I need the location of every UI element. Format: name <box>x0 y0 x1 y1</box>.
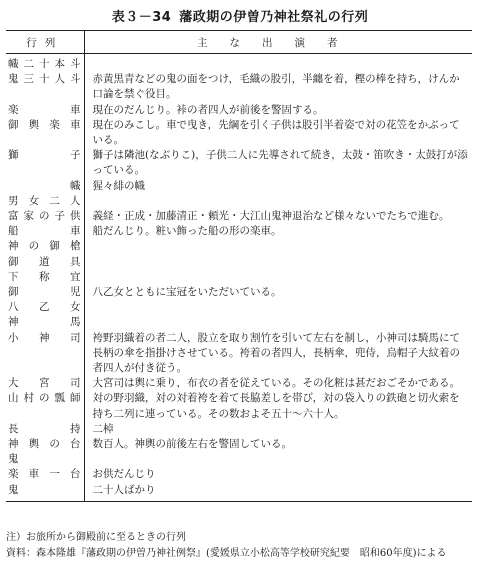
performer-description <box>84 300 472 315</box>
performer-description: 大宮司は輿に乗り，布衣の者を従えている。その化粧は甚だおごそかである。 <box>92 377 460 390</box>
performer-description <box>84 315 472 330</box>
performer-description <box>84 54 472 73</box>
performer-description: 数百人。神輿の前後左右を警固している。 <box>92 438 292 451</box>
procession-item: 富家の子供 <box>6 209 84 224</box>
procession-item: 幟二十本斗 <box>6 54 84 73</box>
table-row <box>6 148 472 178</box>
table-row <box>6 118 472 148</box>
procession-item: 船 車 <box>6 224 84 239</box>
performer-description: 二棹 <box>92 422 114 435</box>
page-title <box>0 6 480 25</box>
procession-item: 八 乙 女 <box>6 300 84 315</box>
procession-item: 山村の瓢師 <box>6 391 84 421</box>
table-row <box>6 194 472 209</box>
notes <box>6 530 476 562</box>
procession-item: 御 児 <box>6 285 84 300</box>
procession-item: 鬼三十人斗 <box>6 72 84 102</box>
table-row <box>6 72 472 102</box>
table-number: 表３－34 <box>111 10 172 25</box>
performer-description <box>84 270 472 285</box>
table-row <box>6 391 472 421</box>
performer-description: 八乙女とともに宝冠をいただいている。 <box>92 286 282 299</box>
procession-item: 男女二人 <box>6 194 84 209</box>
performer-description <box>84 194 472 209</box>
table-row <box>6 209 472 224</box>
performer-description <box>84 255 472 270</box>
performer-description <box>84 239 472 254</box>
procession-item: 神の御槍 <box>6 239 84 254</box>
source-note: 資料：森本隆雄『藩政期の伊曽乃神社例祭』(愛媛県立小松高等学校研究紀要 昭和60年度)による <box>6 548 447 559</box>
table-title: 藩政期の伊曽乃神社祭礼の行列 <box>179 10 369 25</box>
table-row <box>6 285 472 300</box>
table-row <box>6 103 472 118</box>
procession-item: 楽 車 <box>6 103 84 118</box>
procession-item: 小 神 司 <box>6 331 84 377</box>
procession-item: 幟 <box>6 179 84 194</box>
table-row <box>6 239 472 254</box>
header-performers: 主な出演者 <box>84 31 472 54</box>
table-body <box>6 54 472 502</box>
note: 注）お旅所から御殿前に至るときの行列 <box>6 532 186 543</box>
table-row <box>6 270 472 285</box>
procession-item: 御輿楽車 <box>6 118 84 148</box>
procession-item: 神 馬 <box>6 315 84 330</box>
table-row <box>6 422 472 437</box>
procession-item: 下 称 宜 <box>6 270 84 285</box>
procession-item: 大 宮 司 <box>6 376 84 391</box>
performer-description: 義経・正成・加藤清正・頼光・大江山鬼神退治など様々ないでたちで進む。 <box>92 210 450 223</box>
performer-description: 猩々緋の幟 <box>92 179 145 192</box>
table-row <box>6 331 472 377</box>
procession-item: 御 道 具 <box>6 255 84 270</box>
performer-description: 現在のだんじり。裃の者四人が前後を警固する。 <box>92 103 324 116</box>
performer-description: 獅子は隣池(なぶりこ)，子供二人に先導されて続き，太鼓・笛吹き・太鼓打が添っている。 <box>92 149 468 177</box>
table-row <box>6 376 472 391</box>
table-row <box>6 54 472 73</box>
table-row <box>6 315 472 330</box>
table-row <box>6 300 472 315</box>
procession-item: 神輿の台 鬼 <box>6 437 84 467</box>
performer-description: お供だんじり 二十人ばかり <box>84 467 472 501</box>
table-row <box>6 255 472 270</box>
header-row <box>6 31 472 54</box>
table-row <box>6 467 472 501</box>
procession-item: 楽車一台 鬼 <box>6 467 84 501</box>
table-row <box>6 224 472 239</box>
performer-description: 船だんじり。粧い飾った船の形の楽車。 <box>92 225 282 238</box>
procession-table <box>6 30 472 502</box>
header-procession: 行列 <box>6 31 84 54</box>
performer-description: 赤黄黒青などの鬼の面をつけ，毛織の股引，半纏を着，樫の棒を持ち，けんか口論を禁ぐ役目。 <box>92 73 460 101</box>
table-row <box>6 437 472 467</box>
performer-description: 袴野羽織着の者二人，股立を取り割竹を引いて左右を制し，小神司は騎馬にて長柄の傘を指掛けさせている。袴着の者四人，長柄傘，兜侍，烏帽子大紋着の者四人が付き従う。 <box>92 331 460 375</box>
procession-item: 長 持 <box>6 422 84 437</box>
procession-item: 獅 子 <box>6 148 84 178</box>
performer-description: 対の野羽織，対の対着袴を着て長脇差しを帯び，対の袋入りの鉄砲と切火索を持ち二列に連っている。その数およそ五十～六十人。 <box>92 392 460 420</box>
table-row <box>6 179 472 194</box>
performer-description: 現在のみこし。車で曳き，先綱を引く子供は股引半着姿で対の花笠をかぶっている。 <box>92 118 460 147</box>
